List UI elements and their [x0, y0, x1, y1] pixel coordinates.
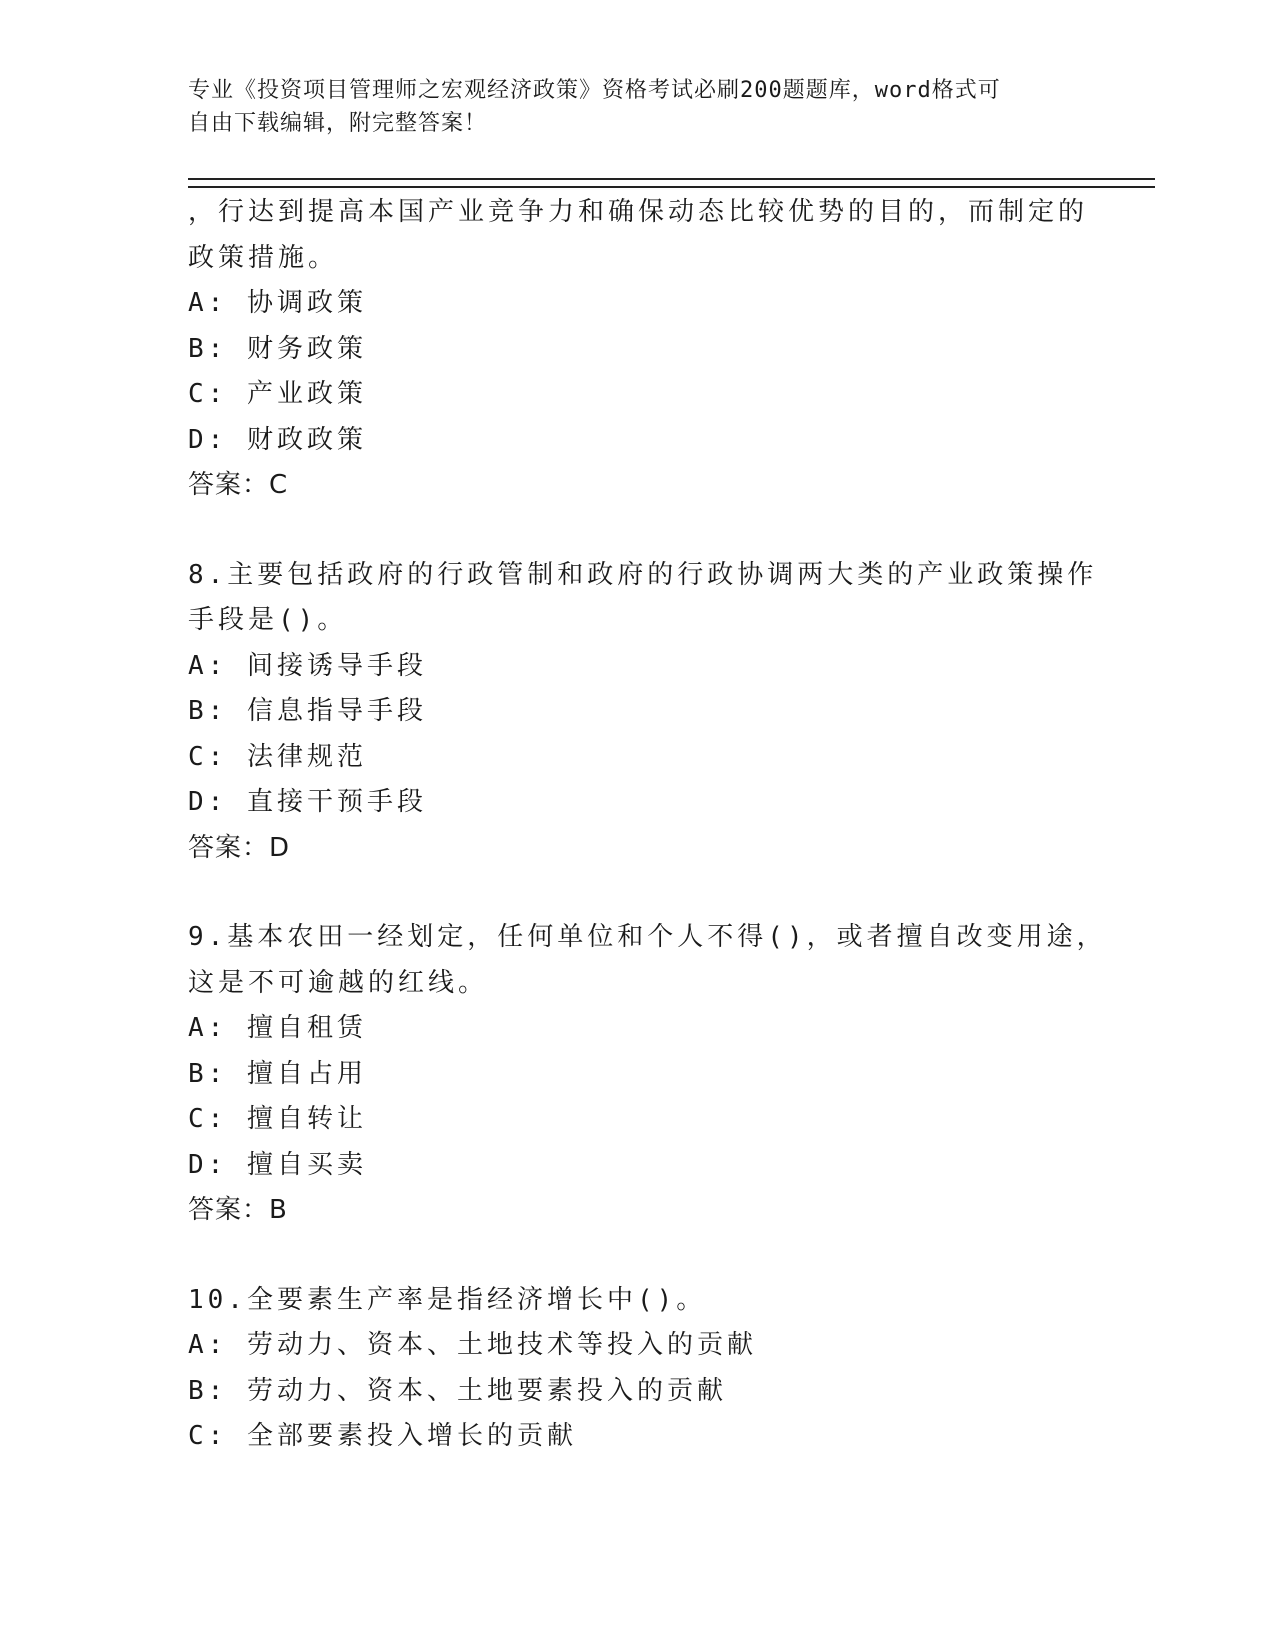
question-stem: 这是不可逾越的红线。 [188, 967, 489, 998]
option-d: D: 直接干预手段 [188, 787, 427, 817]
option-d: D: 擅自买卖 [188, 1149, 367, 1180]
header-line-1: 专业《投资项目管理师之宏观经济政策》资格考试必刷200题题库，word格式可 [188, 78, 1001, 103]
question-stem: 10.全要素生产率是指经济增长中()。 [188, 1284, 707, 1315]
option-a: A: 间接诱导手段 [188, 650, 427, 681]
option-a: A: 劳动力、资本、土地技术等投入的贡献 [188, 1330, 757, 1360]
question-stem: 8.主要包括政府的行政管制和政府的行政协调两大类的产业政策操作 [188, 559, 1098, 590]
question-stem: 政策措施。 [188, 242, 339, 273]
option-d: D: 财政政策 [188, 424, 367, 455]
spacer [188, 1234, 1088, 1278]
option-b: B: 擅自占用 [188, 1058, 367, 1089]
option-a: A: 擅自租赁 [188, 1013, 367, 1043]
option-c: C: 产业政策 [188, 379, 367, 409]
option-a: A: 协调政策 [188, 288, 367, 318]
question-stem: ，行达到提高本国产业竞争力和确保动态比较优势的目的，而制定的 [188, 197, 1089, 227]
question-content [188, 190, 1107, 1460]
option-b: B: 信息指导手段 [188, 696, 427, 726]
spacer [188, 509, 1088, 553]
option-c: C: 法律规范 [188, 741, 367, 772]
question-8 [188, 553, 1098, 872]
answer-line: 答案：D [188, 832, 291, 863]
answer-line: 答案：C [188, 470, 289, 500]
header-line-2: 自由下载编辑，附完整答案！ [188, 111, 488, 136]
option-b: B: 劳动力、资本、土地要素投入的贡献 [188, 1375, 727, 1406]
question-10 [188, 1278, 1088, 1460]
option-c: C: 擅自转让 [188, 1104, 367, 1134]
question-stem: 手段是()。 [188, 605, 348, 635]
question-stem: 9.基本农田一经划定，任何单位和个人不得()，或者擅自改变用途， [188, 922, 1107, 952]
question-7 [188, 190, 1088, 509]
option-c: C: 全部要素投入增长的贡献 [188, 1421, 577, 1451]
option-b: B: 财务政策 [188, 333, 367, 364]
answer-line: 答案：B [188, 1195, 288, 1225]
question-9 [188, 915, 1107, 1234]
spacer [188, 871, 1088, 915]
document-header [188, 74, 1088, 140]
header-double-rule [188, 178, 1155, 188]
